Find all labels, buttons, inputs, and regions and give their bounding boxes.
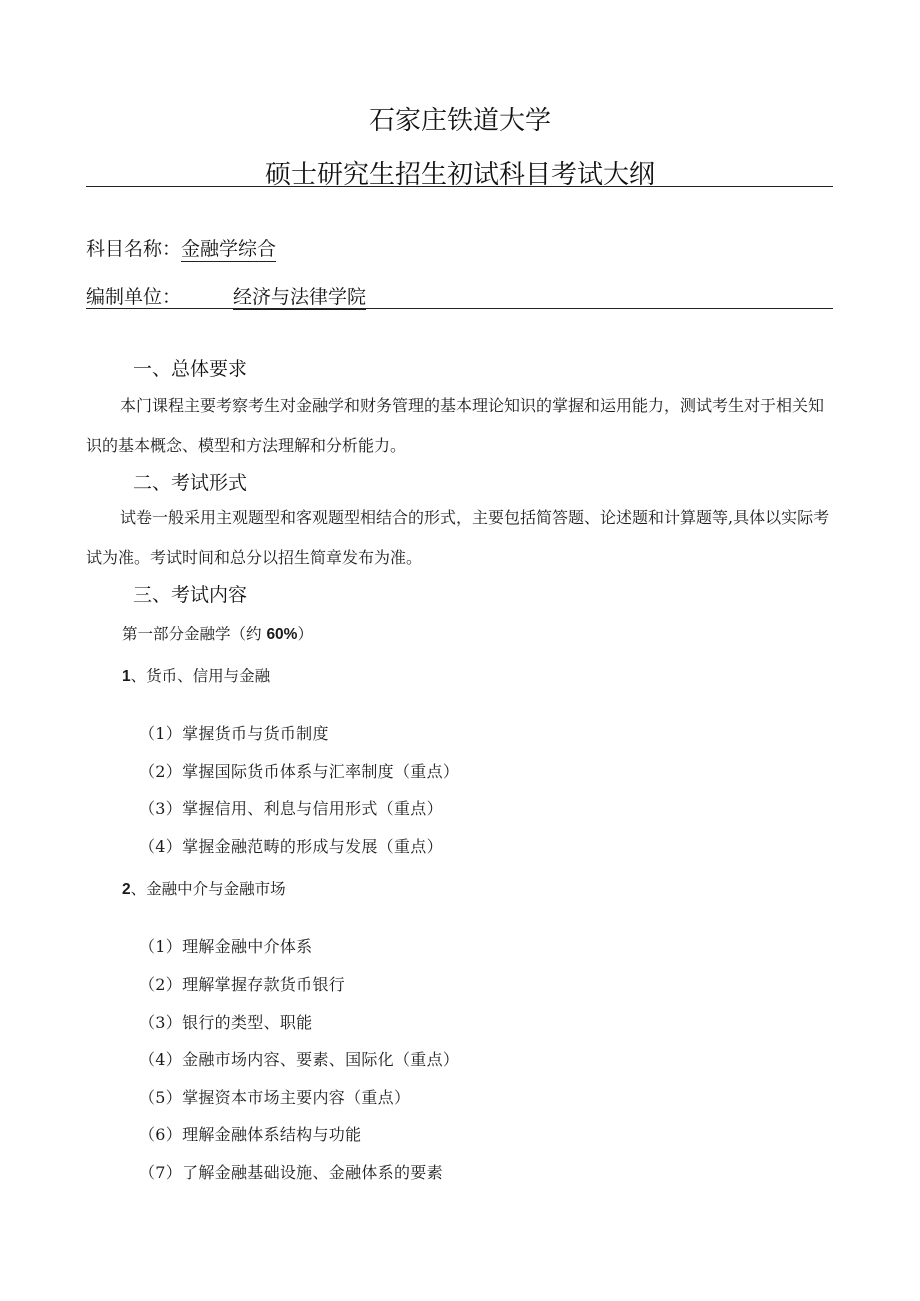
chapter-1-number: 1 <box>122 668 131 685</box>
list-item: （2）理解掌握存款货币银行 <box>139 975 346 994</box>
section-heading-general: 一、总体要求 <box>133 358 248 380</box>
list-item: （1）理解金融中介体系 <box>139 937 313 956</box>
list-item: （3）银行的类型、职能 <box>139 1013 313 1032</box>
list-item: （5）掌握资本市场主要内容（重点） <box>139 1088 411 1107</box>
list-item: （4）掌握金融范畴的形成与发展（重点） <box>139 837 443 856</box>
chapter-1-heading <box>122 664 270 686</box>
list-item: （1）掌握货币与货币制度 <box>139 724 329 743</box>
section-heading-content: 三、考试内容 <box>133 584 248 606</box>
list-item: （4）金融市场内容、要素、国际化（重点） <box>139 1050 460 1069</box>
unit-row <box>86 282 366 309</box>
subject-row <box>86 234 276 261</box>
subject-value: 金融学综合 <box>181 238 277 260</box>
chapter-2-title: 、金融中介与金融市场 <box>130 880 286 898</box>
unit-value: 经济与法律学院 <box>233 286 367 308</box>
list-item: （2）掌握国际货币体系与汇率制度（重点） <box>139 762 460 781</box>
section-body-general: 本门课程主要考察考生对金融学和财务管理的基本理论知识的掌握和运用能力，测试考生对于相关知识的基本概念、模型和方法理解和分析能力。 <box>86 396 825 455</box>
university-name: 石家庄铁道大学 <box>368 106 551 136</box>
chapter-1-title: 、货币、信用与金融 <box>130 667 271 685</box>
chapter-2-heading <box>122 877 286 899</box>
list-item: （3）掌握信用、利息与信用形式（重点） <box>139 799 443 818</box>
subject-label: 科目名称： <box>86 238 182 260</box>
list-item: （6）理解金融体系结构与功能 <box>139 1125 362 1144</box>
document-title: 硕士研究生招生初试科目考试大纲 <box>264 160 655 190</box>
list-item: （7）了解金融基础设施、金融体系的要素 <box>139 1163 443 1182</box>
chapter-2-number: 2 <box>122 881 131 898</box>
section-body-format: 试卷一般采用主观题型和客观题型相结合的形式，主要包括简答题、论述题和计算题等,具体以实际考试为准。考试时间和总分以招生简章发布为准。 <box>86 508 830 567</box>
meta-divider <box>86 308 833 309</box>
part-one-heading: 第一部分金融学（约 60%） <box>122 625 313 643</box>
title-divider <box>86 186 833 187</box>
part-one-percent: 60% <box>266 626 298 643</box>
section-heading-format: 二、考试形式 <box>133 472 248 494</box>
unit-label: 编制单位： <box>86 286 182 308</box>
